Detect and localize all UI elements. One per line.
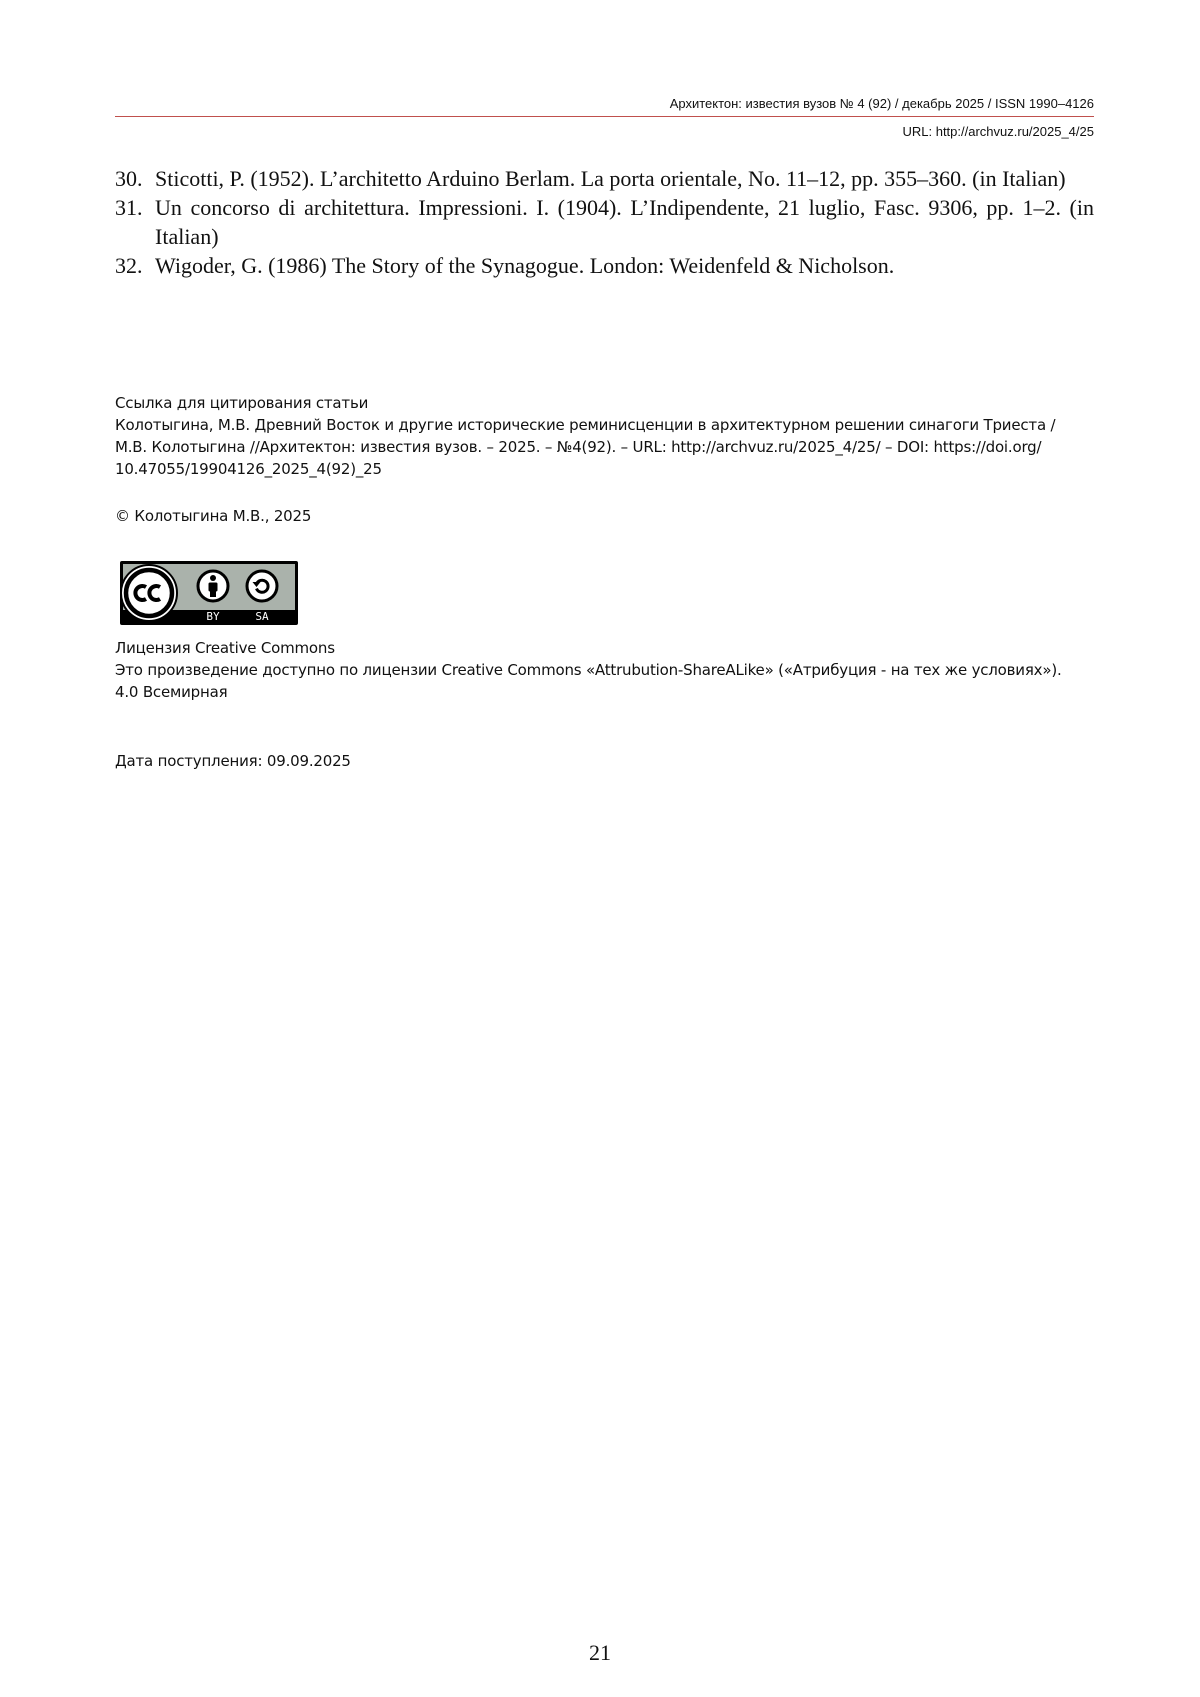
copyright-notice <box>115 505 1105 527</box>
reference-text: Sticotti, P. (1952). L’architetto Arduino Berlam. La porta orientale, No. 11–12, pp. 355–360. (in Italian) <box>155 166 1066 191</box>
badge-strip <box>177 610 295 622</box>
citation-line: 10.47055/19904126_2025_4(92)_25 <box>115 460 382 478</box>
reference-text: Wigoder, G. (1986) The Story of the Synagogue. London: Weidenfeld & Nicholson. <box>155 253 895 278</box>
article-url-line: URL: http://archvuz.ru/2025_4/25 <box>902 124 1094 139</box>
citation-line: Колотыгина, М.В. Древний Восток и другие исторические реминисценции в архитектурном решении синагоги Триеста / <box>115 416 1056 434</box>
license-text: Это произведение доступно по лицензии Creative Commons «Attrubution-ShareALike» («Атрибуция - на тех же условиях»). <box>115 661 1062 679</box>
reference-item <box>115 193 1094 251</box>
reference-item <box>115 164 1094 193</box>
sa-label: SA <box>255 610 269 623</box>
by-attribution-icon <box>198 571 228 601</box>
citation-heading: Ссылка для цитирования статьи <box>115 394 369 412</box>
journal-issue-line: Архитектон: известия вузов № 4 (92) / декабрь 2025 / ISSN 1990–4126 <box>115 95 1094 117</box>
reference-number: 30. <box>115 166 143 191</box>
cc-icon <box>121 565 177 621</box>
license-version: 4.0 Всемирная <box>115 683 228 701</box>
by-label: BY <box>206 610 220 623</box>
license-heading: Лицензия Creative Commons <box>115 639 335 657</box>
received-date-text: Дата поступления: 09.09.2025 <box>115 752 351 770</box>
running-header <box>115 95 1094 141</box>
reference-number: 32. <box>115 253 143 278</box>
reference-list <box>115 164 1094 280</box>
reference-number: 31. <box>115 195 143 220</box>
received-date <box>115 750 1105 772</box>
citation-line: М.В. Колотыгина //Архитектон: известия вузов. – 2025. – №4(92). – URL: http://archvuz.ru/2025_4/25/ – DOI: https://doi.org/ <box>115 438 1042 456</box>
license-block <box>115 637 1105 703</box>
reference-item <box>115 251 1094 280</box>
cc-by-sa-badge-icon <box>119 560 299 626</box>
copyright-text: © Колотыгина М.В., 2025 <box>115 507 312 525</box>
sa-sharealike-icon <box>247 571 277 601</box>
citation-block <box>115 392 1105 480</box>
page-number: 21 <box>589 1640 611 1665</box>
reference-text: Un concorso di architettura. Impressioni. I. (1904). L’Indipendente, 21 luglio, Fasc. 9306, pp. 1–2. (in Italian) <box>155 195 1094 249</box>
